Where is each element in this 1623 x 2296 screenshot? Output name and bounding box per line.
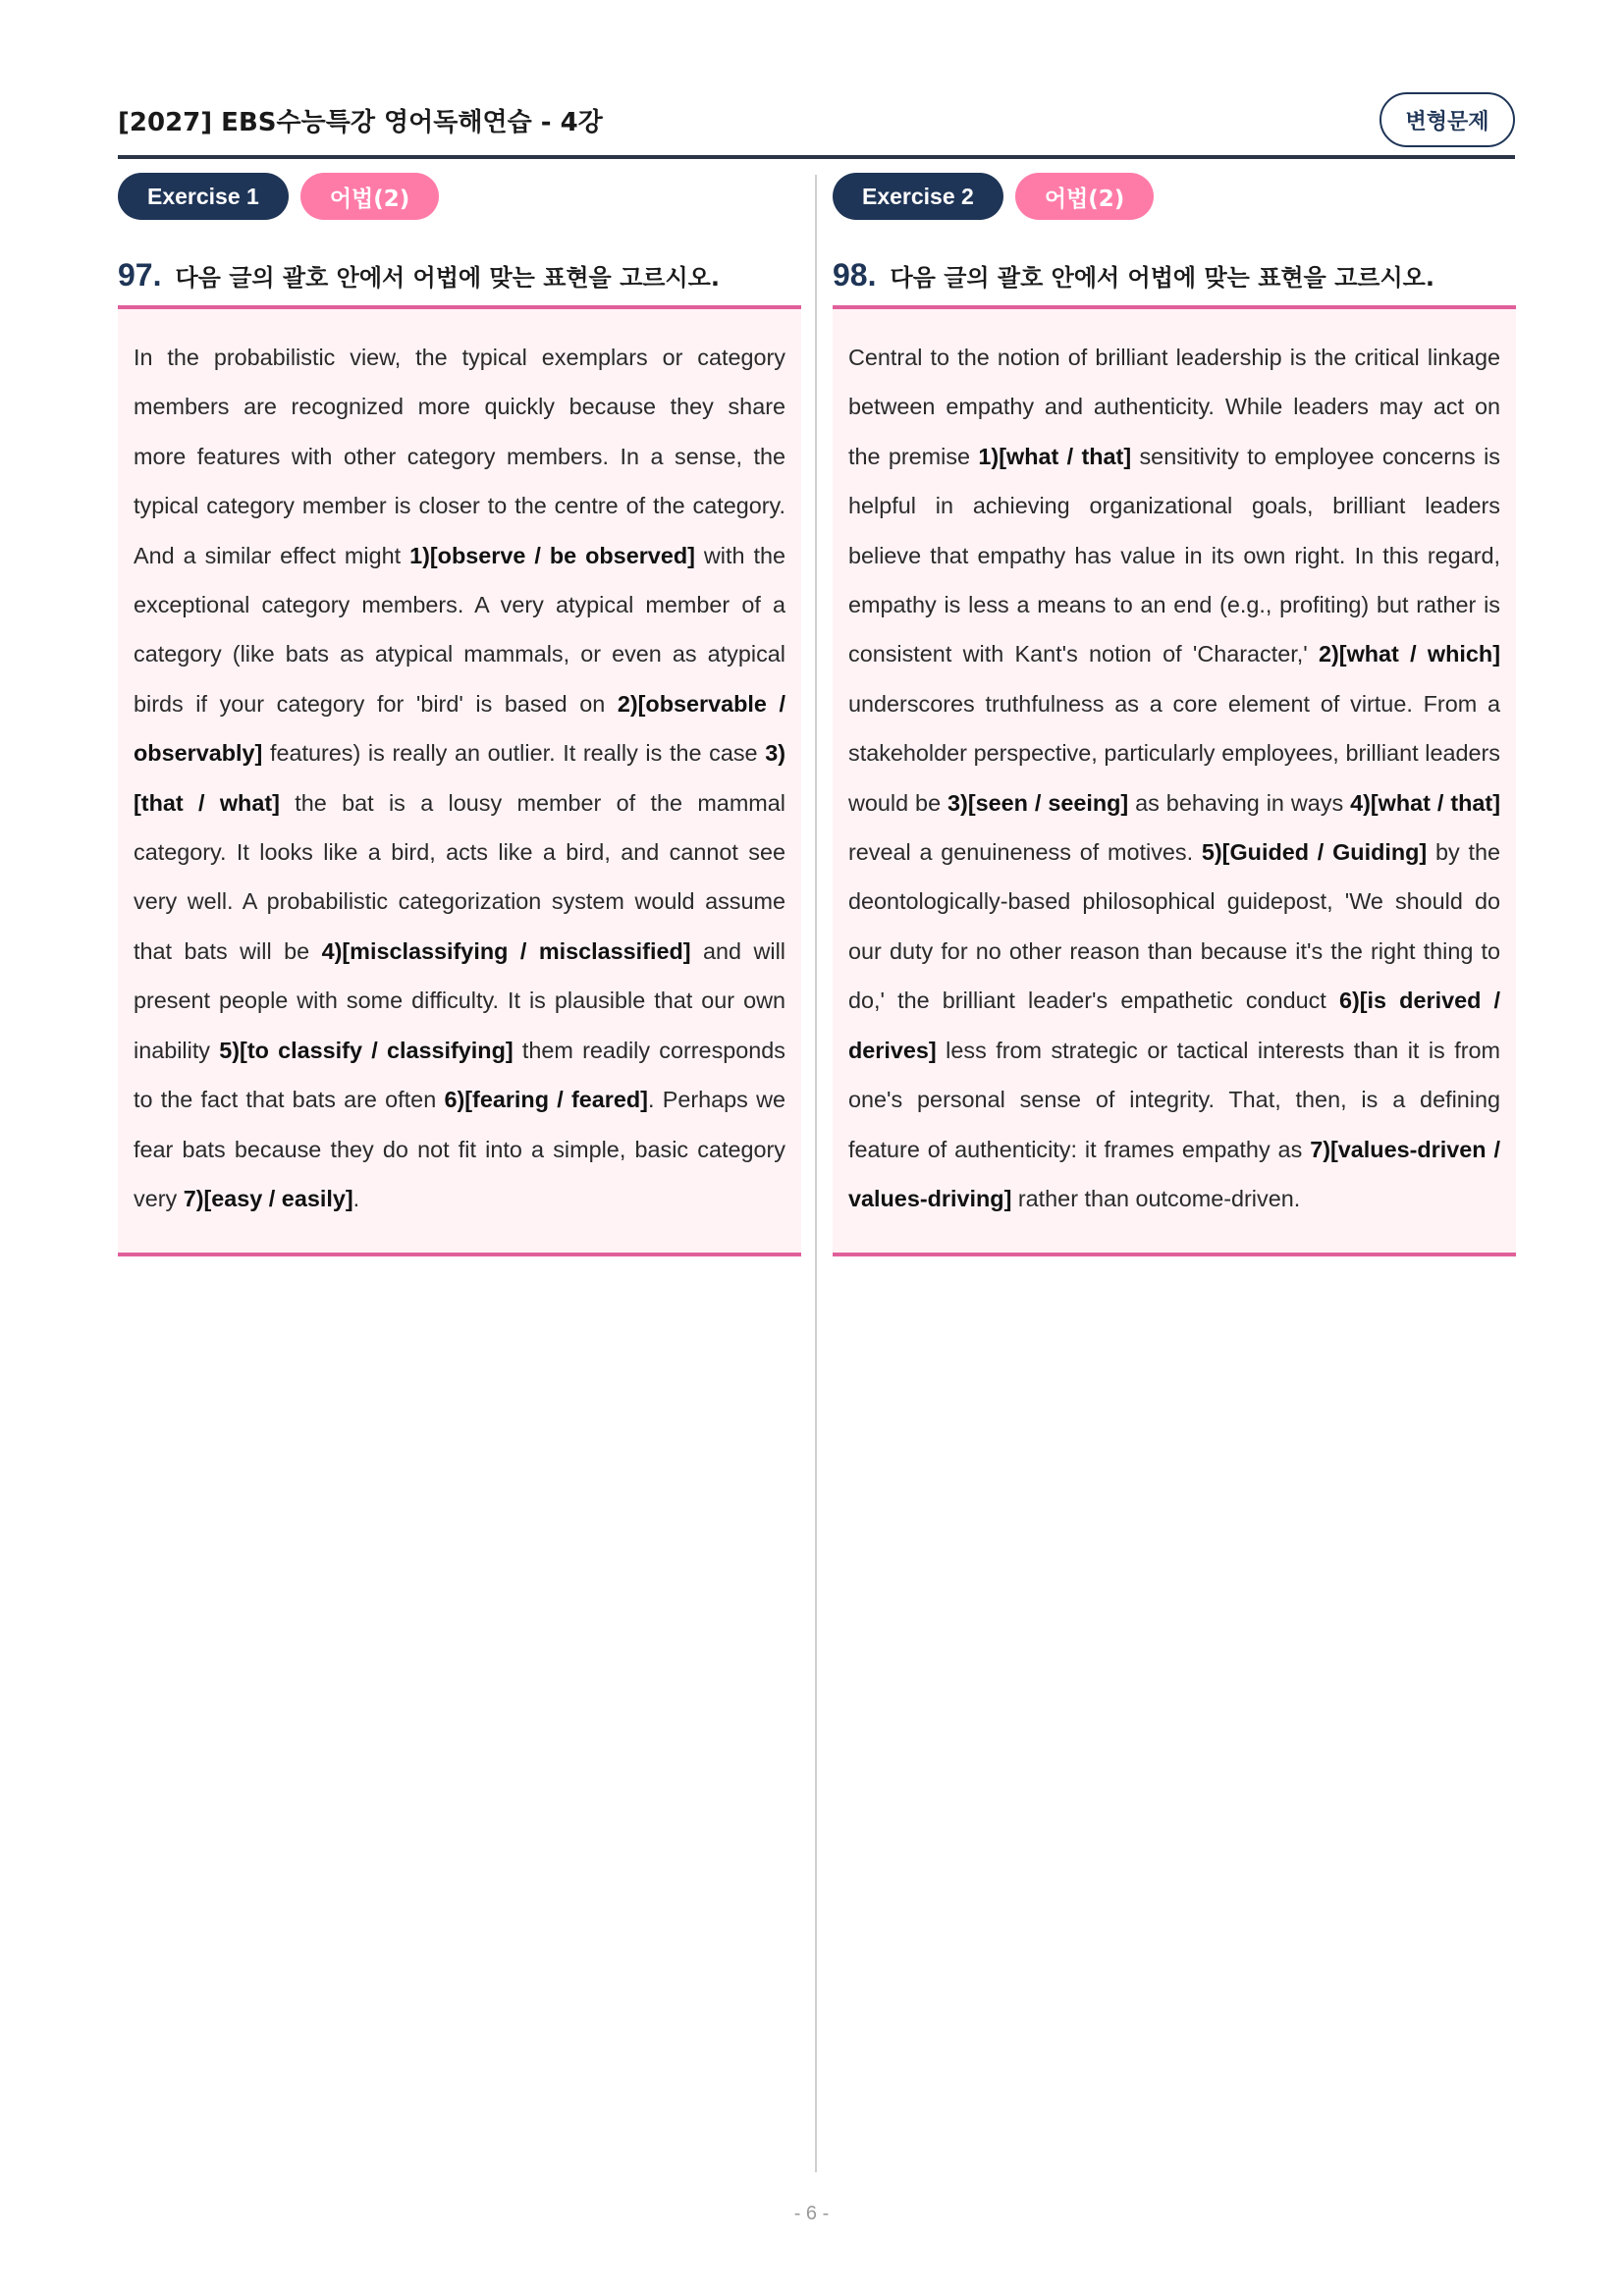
- type-badge: 변형문제: [1380, 92, 1515, 147]
- grammar-choice: 6)[fearing / feared]: [444, 1087, 648, 1113]
- header-rule: [118, 155, 1515, 159]
- column-divider: [815, 175, 817, 2172]
- question-number: 97.: [118, 257, 162, 293]
- question-line: [833, 257, 1516, 309]
- grammar-choice: 2)[what / which]: [1318, 641, 1500, 667]
- grammar-choice: 4)[what / that]: [1350, 789, 1501, 816]
- grammar-choice: 3)[that / what]: [134, 740, 785, 816]
- grammar-choice: 5)[Guided / Guiding]: [1201, 839, 1428, 866]
- page-number: - 6 -: [793, 2203, 830, 2224]
- grammar-choice: 1)[observe / be observed]: [409, 542, 695, 568]
- grammar-choice: 7)[values-driven / values-driving]: [848, 1136, 1500, 1211]
- grammar-choice: 5)[to classify / classifying]: [219, 1037, 514, 1063]
- question-text: 다음 글의 괄호 안에서 어법에 맞는 표현을 고르시오.: [175, 264, 720, 292]
- passage-text: In the probabilistic view, the typical exemplars or category members are recognized more quickly because they share more features with other category members. In a sense, the typical category member is closer to the centre of the category. And a similar effect might 1)[observe / be observed] with the exceptional category members. A very atypical member of a category (like bats as atypical mammals, or even as atypical birds if your category for 'bird' is based on 2)[observable / observably] features) is really an outlier. It really is the case 3)[that / what] the bat is a lousy member of the mammal category. It looks like a bird, acts like a bird, and cannot see very well. A probabilistic categorization system would assume that bats will be 4)[misclassifying / misclassified] and will present people with some difficulty. It is plausible that our own inability 5)[to classify / classifying] them readily corresponds to the fact that bats are often 6)[fearing / feared]. Perhaps we fear bats because they do not fit into a simple, basic category very 7)[easy / easily].: [118, 309, 801, 1256]
- grammar-choice: 1)[what / that]: [978, 443, 1132, 469]
- question-line: [118, 257, 801, 309]
- grammar-choice: 7)[easy / easily]: [183, 1185, 353, 1211]
- question-number: 98.: [833, 257, 877, 293]
- category-tag: 어법(2): [1015, 173, 1154, 220]
- passage-text: Central to the notion of brilliant leadership is the critical linkage between empathy and authenticity. While leaders may act on the premise 1)[what / that] sensitivity to employee concerns is helpful in achieving organizational goals, brilliant leaders believe that empathy has value in its own right. In this regard, empathy is less a means to an end (e.g., profiting) but rather is consistent with Kant's notion of 'Character,' 2)[what / which] underscores truthfulness as a core element of virtue. From a stakeholder perspective, particularly employees, brilliant leaders would be 3)[seen / seeing] as behaving in ways 4)[what / that] reveal a genuineness of motives. 5)[Guided / Guiding] by the deontologically-based philosophical guidepost, 'We should do our duty for no other reason than because it's the right thing to do,' the brilliant leader's empathetic conduct 6)[is derived / derives] less from strategic or tactical interests than it is from one's personal sense of integrity. That, then, is a defining feature of authenticity: it frames empathy as 7)[values-driven / values-driving] rather than outcome-driven.: [833, 309, 1516, 1256]
- grammar-choice: 2)[observable / observably]: [134, 690, 785, 767]
- exercise-column-1: [118, 173, 801, 1256]
- exercise-tags: [833, 173, 1516, 222]
- exercise-tag: Exercise 2: [833, 173, 1003, 220]
- grammar-choice: 3)[seen / seeing]: [947, 789, 1129, 816]
- exercise-column-2: [833, 173, 1516, 1256]
- exercise-tags: [118, 173, 801, 222]
- page-header-title: [2027] EBS수능특강 영어독해연습 - 4강: [118, 108, 603, 137]
- question-text: 다음 글의 괄호 안에서 어법에 맞는 표현을 고르시오.: [890, 264, 1434, 292]
- grammar-choice: 6)[is derived / derives]: [848, 988, 1501, 1063]
- grammar-choice: 4)[misclassifying / misclassified]: [321, 937, 691, 964]
- exercise-tag: Exercise 1: [118, 173, 289, 220]
- category-tag: 어법(2): [300, 173, 439, 220]
